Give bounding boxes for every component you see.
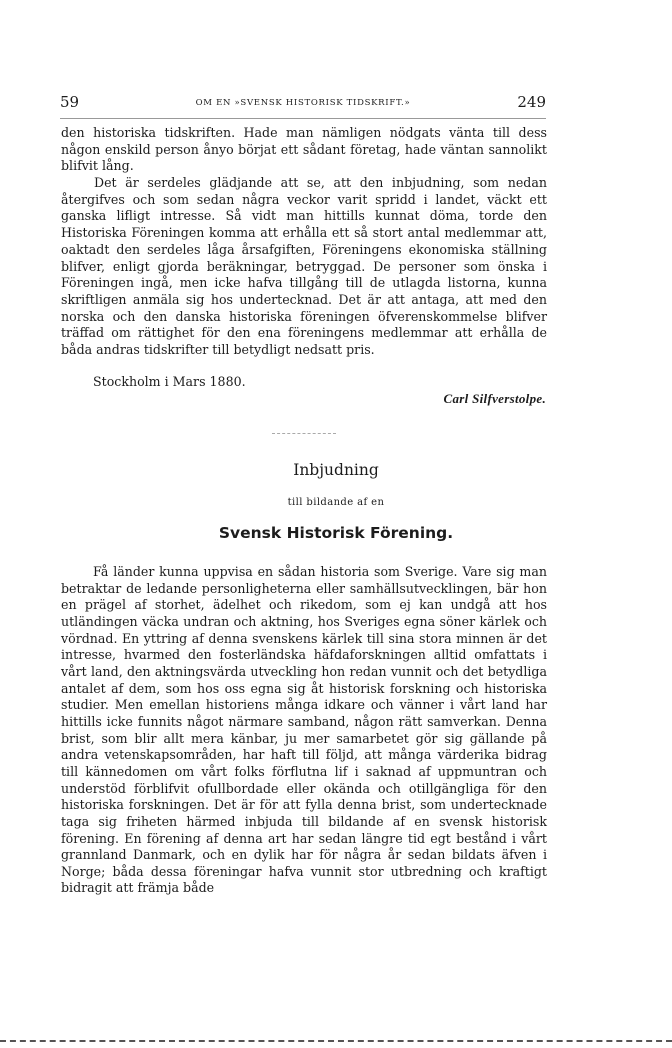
article-paragraph-1: den historiska tidskriften. Hade man nämligen nödgats vänta till dess någon enskild person ånyo börjat ett sådant företag, hade väntan sannolikt blifvit lång. (61, 125, 547, 174)
invitation-paragraph: Få länder kunna uppvisa en sådan historia som Sverige. Vare sig man betraktar de ledande personligheterna eller samhällsutvecklingen, bär hon en prägel af storhet, ädelhet och rikedom, som ej kan undgå att hos utländingen väcka undran och aktning, hos Sveriges egna söner kärlek och vördnad. En yttring af denna svenskens kärlek till sina stora minnen är det intresse, hvarmed den fosterländska häfdaforskningen alltid omfattats i vårt land, den aktningsvärda utveckling hon redan vunnit och det betydliga antalet af dem, som hos oss egna sig åt historisk forskning och historiska studier. Men emellan historiens många idkare och vänner i vårt land har hittills icke funnits något närmare samband, någon rätt samverkan. Denna brist, som blir allt mera känbar, ju mer samarbetet gör sig gällande på andra vetenskapsområden, har haft till följd, att många värderika bidrag till kännedomen om vårt folks förflutna lif i saknad af uppmuntran och understöd förblifvit ofullbordade eller okända och otillgängliga för den historiska forskningen. Det är för att fylla denna brist, som undertecknade taga sig friheten härmed inbjuda till bildande af en svensk historisk förening. En förening af denna art har sedan längre tid egt bestånd i vårt grannland Danmark, och en dylik har för några år sedan bildats äfven i Norge; båda dessa föreningar hafva vunnit stor utbredning och kraftigt bidragit att främja både (61, 564, 547, 896)
invitation-title: Inbjudning (293, 461, 379, 479)
page-number-right: 249 (517, 93, 546, 111)
running-header (60, 94, 546, 110)
signature: Carl Silfverstolpe. (443, 391, 546, 406)
place-date: Stockholm i Mars 1880. (93, 374, 246, 389)
invitation-subtitle: till bildande af en (287, 497, 385, 508)
page-number-left: 59 (60, 93, 80, 111)
section-divider (272, 433, 336, 434)
invitation-heading: Svensk Historisk Förening. (218, 524, 454, 542)
article-paragraph-2: Det är serdeles glädjande att se, att den inbjudning, som nedan återgifves och som sedan några veckor varit spridd i landet, väckt ett ganska lifligt intresse. Så vidt man hittills kunnat döma, torde den Historiska Föreningen komma att erhålla ett så stort antal medlemmar att, oaktadt den serdeles låga årsafgiften, Föreningens ekonomiska ställning blifver, enligt gjorda beräkningar, betryggad. De personer som önska i Föreningen ingå, men icke hafva tillgång till de utlagda listorna, kunna skriftligen anmäla sig hos undertecknad. Det är att antaga, att med den norska och den danska historiska föreningen öfverenskommelse blifver träffad om rättighet för den ena föreningens medlemmar att erhålla de båda andras tidskrifter till betydligt nedsatt pris. (61, 175, 547, 358)
header-rule (60, 118, 546, 119)
running-title: OM EN »SVENSK HISTORISK TIDSKRIFT.» (195, 98, 411, 108)
page-bottom-edge (0, 1040, 672, 1042)
